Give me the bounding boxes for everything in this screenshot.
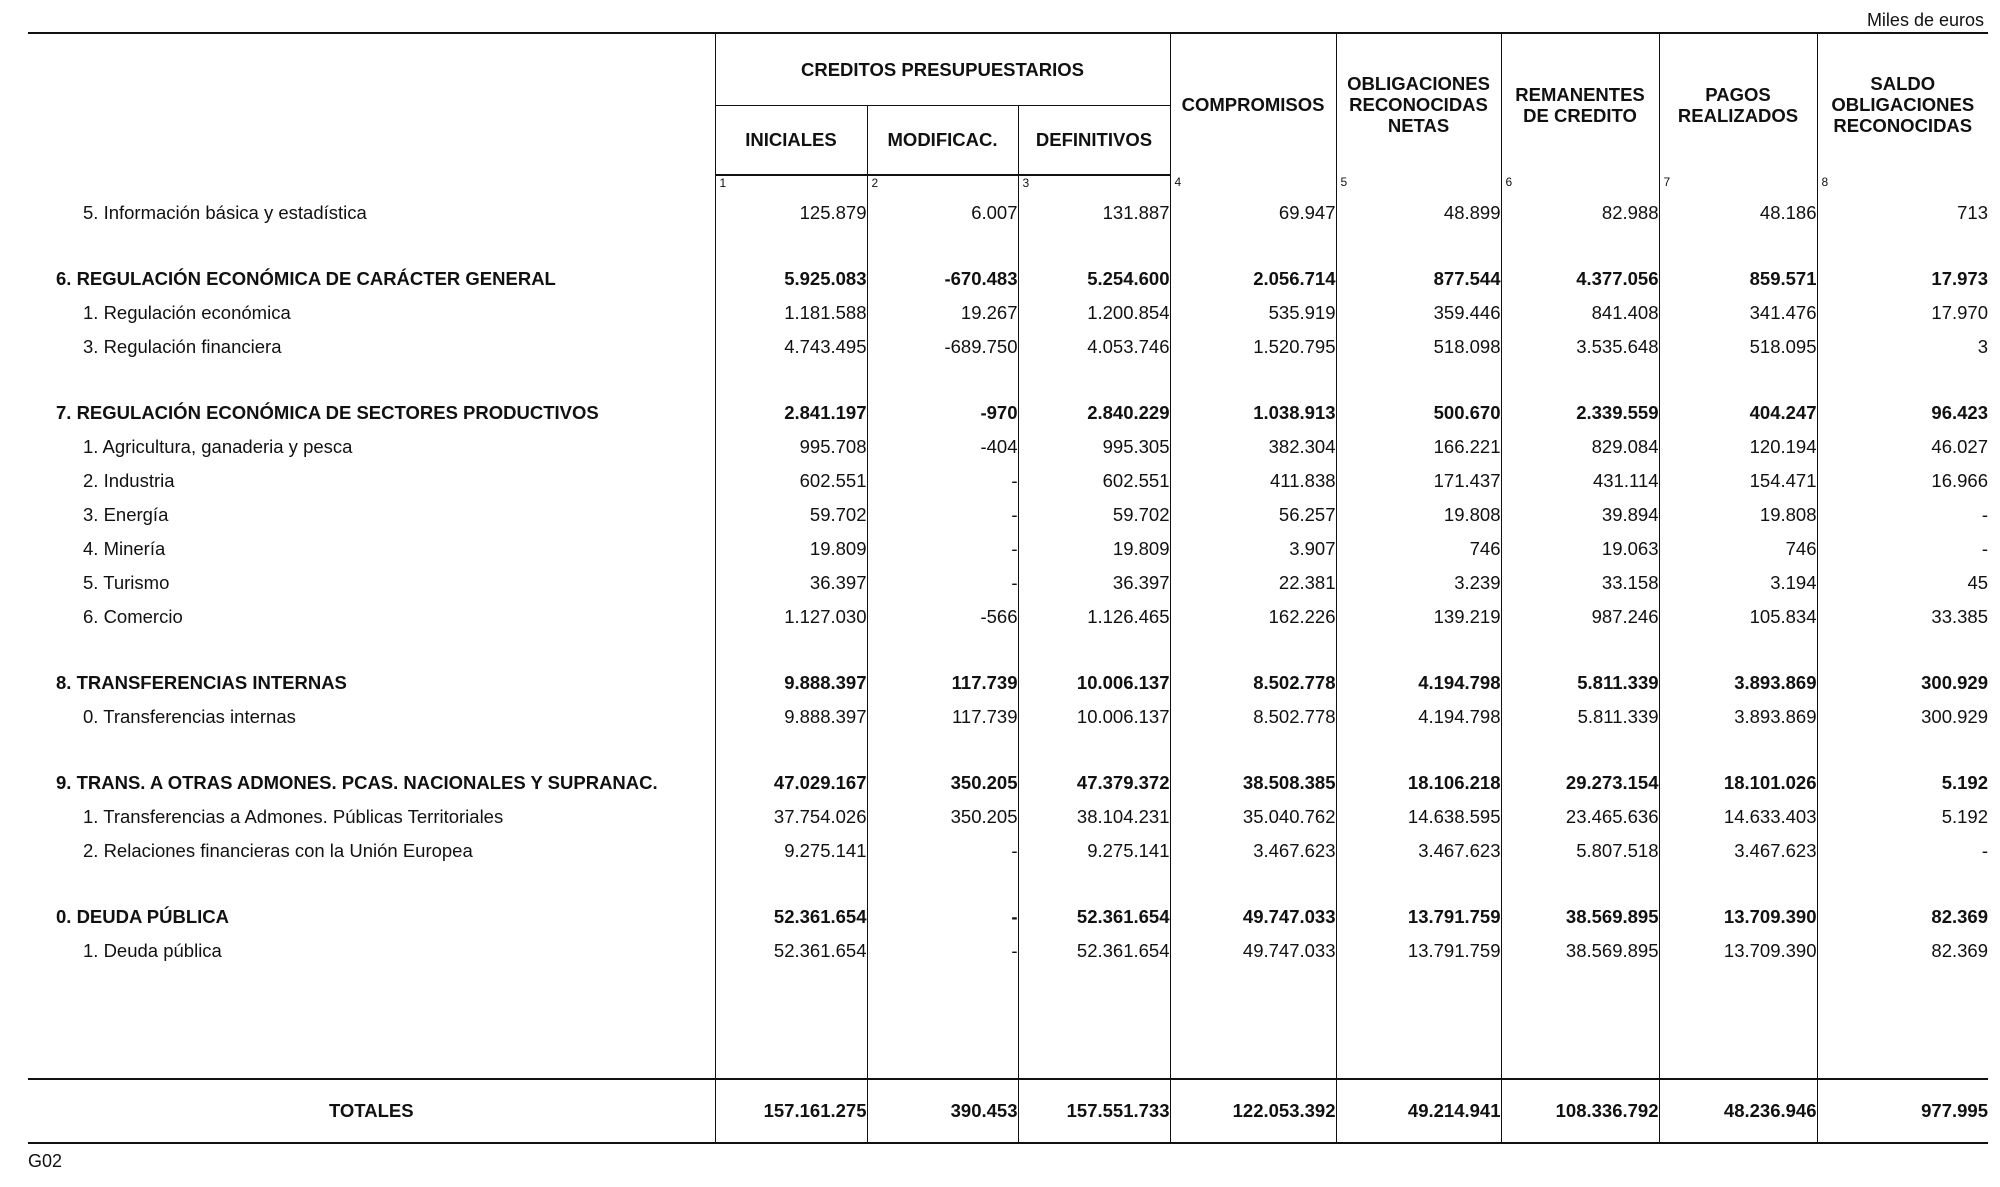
row-label: 6. REGULACIÓN ECONÓMICA DE CARÁCTER GENERAL — [56, 268, 556, 289]
value-cell: 713 — [1817, 196, 1988, 230]
value-cell: 411.838 — [1170, 464, 1336, 498]
section-row — [28, 666, 1988, 700]
value-cell: 746 — [1659, 532, 1817, 566]
value-cell: 14.633.403 — [1659, 800, 1817, 834]
value-cell: 117.739 — [867, 666, 1018, 700]
value-cell: 359.446 — [1336, 296, 1501, 330]
value-cell: 120.194 — [1659, 430, 1817, 464]
value-cell: 47.029.167 — [715, 766, 867, 800]
value-cell: 4.053.746 — [1018, 330, 1170, 364]
modificac-header: MODIFICAC. — [867, 105, 1018, 175]
value-cell: 48.186 — [1659, 196, 1817, 230]
value-cell: - — [867, 498, 1018, 532]
row-label: 8. TRANSFERENCIAS INTERNAS — [56, 672, 347, 693]
value-cell: 16.966 — [1817, 464, 1988, 498]
table-row — [28, 566, 1988, 600]
row-label: 1. Transferencias a Admones. Públicas Territoriales — [83, 806, 504, 827]
value-cell: - — [867, 934, 1018, 968]
value-cell: 52.361.654 — [715, 934, 867, 968]
value-cell: 9.888.397 — [715, 700, 867, 734]
row-label: 6. Comercio — [83, 606, 183, 627]
column-index: 7 — [1659, 175, 1817, 196]
value-cell: 3.467.623 — [1170, 834, 1336, 868]
value-cell: 171.437 — [1336, 464, 1501, 498]
value-cell: 52.361.654 — [1018, 900, 1170, 934]
row-label: 2. Relaciones financieras con la Unión Europea — [83, 840, 473, 861]
value-cell: 157.161.275 — [715, 1079, 867, 1143]
value-cell: 3.467.623 — [1336, 834, 1501, 868]
value-cell: 82.369 — [1817, 934, 1988, 968]
budget-table — [28, 32, 1988, 1144]
page-code: G02 — [28, 1151, 63, 1171]
units-note: Miles de euros — [1866, 10, 1984, 30]
value-cell: 13.791.759 — [1336, 934, 1501, 968]
value-cell: 341.476 — [1659, 296, 1817, 330]
value-cell: 38.508.385 — [1170, 766, 1336, 800]
value-cell: 829.084 — [1501, 430, 1659, 464]
column-index-row — [28, 175, 1988, 196]
row-label: 9. TRANS. A OTRAS ADMONES. PCAS. NACIONALES Y SUPRANAC. — [56, 772, 658, 793]
value-cell: 1.181.588 — [715, 296, 867, 330]
value-cell: 602.551 — [715, 464, 867, 498]
row-label: 1. Agricultura, ganaderia y pesca — [83, 436, 353, 457]
value-cell: - — [1817, 834, 1988, 868]
value-cell: 35.040.762 — [1170, 800, 1336, 834]
value-cell: 48.236.946 — [1659, 1079, 1817, 1143]
value-cell: 995.708 — [715, 430, 867, 464]
row-label: 2. Industria — [83, 470, 175, 491]
spacer-row — [28, 364, 1988, 396]
row-label: 3. Energía — [83, 504, 169, 525]
value-cell: 390.453 — [867, 1079, 1018, 1143]
value-cell: 300.929 — [1817, 700, 1988, 734]
value-cell: 162.226 — [1170, 600, 1336, 634]
value-cell: 535.919 — [1170, 296, 1336, 330]
section-row — [28, 900, 1988, 934]
value-cell: 19.809 — [1018, 532, 1170, 566]
totals-row — [28, 1079, 1988, 1143]
saldo-header: SALDO OBLIGACIONES RECONOCIDAS — [1817, 33, 1988, 175]
definitivos-header: DEFINITIVOS — [1018, 105, 1170, 175]
value-cell: 8.502.778 — [1170, 700, 1336, 734]
value-cell: 38.569.895 — [1501, 900, 1659, 934]
value-cell: 39.894 — [1501, 498, 1659, 532]
table-row — [28, 430, 1988, 464]
value-cell: 36.397 — [715, 566, 867, 600]
value-cell: 3.893.869 — [1659, 700, 1817, 734]
value-cell: 38.569.895 — [1501, 934, 1659, 968]
value-cell: 746 — [1336, 532, 1501, 566]
row-label: 0. Transferencias internas — [83, 706, 296, 727]
value-cell: 82.988 — [1501, 196, 1659, 230]
value-cell: 105.834 — [1659, 600, 1817, 634]
column-index: 3 — [1018, 175, 1170, 196]
section-row — [28, 396, 1988, 430]
value-cell: 10.006.137 — [1018, 700, 1170, 734]
value-cell: 37.754.026 — [715, 800, 867, 834]
value-cell: 17.970 — [1817, 296, 1988, 330]
table-row — [28, 330, 1988, 364]
table-row — [28, 834, 1988, 868]
row-label: 1. Deuda pública — [83, 940, 222, 961]
table-row — [28, 934, 1988, 968]
table-row — [28, 196, 1988, 230]
value-cell: 52.361.654 — [715, 900, 867, 934]
value-cell: 1.038.913 — [1170, 396, 1336, 430]
value-cell: 19.063 — [1501, 532, 1659, 566]
value-cell: 19.808 — [1659, 498, 1817, 532]
value-cell: 139.219 — [1336, 600, 1501, 634]
value-cell: 131.887 — [1018, 196, 1170, 230]
value-cell: 9.275.141 — [715, 834, 867, 868]
value-cell: 5.811.339 — [1501, 700, 1659, 734]
value-cell: 1.126.465 — [1018, 600, 1170, 634]
value-cell: 4.194.798 — [1336, 666, 1501, 700]
value-cell: 3.535.648 — [1501, 330, 1659, 364]
value-cell: -970 — [867, 396, 1018, 430]
value-cell: 49.747.033 — [1170, 934, 1336, 968]
value-cell: 45 — [1817, 566, 1988, 600]
value-cell: 10.006.137 — [1018, 666, 1170, 700]
value-cell: 350.205 — [867, 800, 1018, 834]
value-cell: -566 — [867, 600, 1018, 634]
value-cell: 3.239 — [1336, 566, 1501, 600]
value-cell: 19.808 — [1336, 498, 1501, 532]
value-cell: 48.899 — [1336, 196, 1501, 230]
value-cell: 52.361.654 — [1018, 934, 1170, 968]
row-label: 1. Regulación económica — [83, 302, 291, 323]
value-cell: 3 — [1817, 330, 1988, 364]
value-cell: 13.709.390 — [1659, 900, 1817, 934]
value-cell: 56.257 — [1170, 498, 1336, 532]
value-cell: 431.114 — [1501, 464, 1659, 498]
value-cell: 4.377.056 — [1501, 262, 1659, 296]
table-row — [28, 464, 1988, 498]
spacer-row — [28, 968, 1988, 1079]
value-cell: 1.200.854 — [1018, 296, 1170, 330]
value-cell: 5.807.518 — [1501, 834, 1659, 868]
spacer-row — [28, 868, 1988, 900]
value-cell: - — [867, 566, 1018, 600]
table-body — [28, 175, 1988, 1079]
value-cell: 995.305 — [1018, 430, 1170, 464]
label-header — [28, 33, 715, 175]
value-cell: 18.101.026 — [1659, 766, 1817, 800]
value-cell: 13.709.390 — [1659, 934, 1817, 968]
pagos-header: PAGOS REALIZADOS — [1659, 33, 1817, 175]
value-cell: - — [867, 464, 1018, 498]
table-row — [28, 532, 1988, 566]
column-index: 4 — [1170, 175, 1336, 196]
value-cell: 300.929 — [1817, 666, 1988, 700]
value-cell: 49.747.033 — [1170, 900, 1336, 934]
value-cell: -404 — [867, 430, 1018, 464]
spacer-row — [28, 634, 1988, 666]
column-index: 8 — [1817, 175, 1988, 196]
compromisos-header: COMPROMISOS — [1170, 33, 1336, 175]
table-row — [28, 296, 1988, 330]
row-label: 0. DEUDA PÚBLICA — [56, 906, 230, 927]
value-cell: 46.027 — [1817, 430, 1988, 464]
value-cell: 82.369 — [1817, 900, 1988, 934]
value-cell: - — [1817, 532, 1988, 566]
value-cell: 518.098 — [1336, 330, 1501, 364]
row-label: 3. Regulación financiera — [83, 336, 282, 357]
value-cell: 5.925.083 — [715, 262, 867, 296]
value-cell: 117.739 — [867, 700, 1018, 734]
value-cell: 166.221 — [1336, 430, 1501, 464]
value-cell: 59.702 — [1018, 498, 1170, 532]
value-cell: - — [867, 834, 1018, 868]
value-cell: 2.841.197 — [715, 396, 867, 430]
value-cell: 1.127.030 — [715, 600, 867, 634]
value-cell: 19.809 — [715, 532, 867, 566]
value-cell: 154.471 — [1659, 464, 1817, 498]
value-cell: 404.247 — [1659, 396, 1817, 430]
value-cell: 5.192 — [1817, 800, 1988, 834]
value-cell: 841.408 — [1501, 296, 1659, 330]
value-cell: 518.095 — [1659, 330, 1817, 364]
value-cell: 500.670 — [1336, 396, 1501, 430]
value-cell: 2.840.229 — [1018, 396, 1170, 430]
value-cell: - — [1817, 498, 1988, 532]
table-row — [28, 800, 1988, 834]
value-cell: 977.995 — [1817, 1079, 1988, 1143]
value-cell: - — [867, 532, 1018, 566]
value-cell: 4.194.798 — [1336, 700, 1501, 734]
value-cell: 19.267 — [867, 296, 1018, 330]
value-cell: 5.254.600 — [1018, 262, 1170, 296]
column-index: 6 — [1501, 175, 1659, 196]
value-cell: 108.336.792 — [1501, 1079, 1659, 1143]
value-cell: 5.811.339 — [1501, 666, 1659, 700]
value-cell: 5.192 — [1817, 766, 1988, 800]
column-index: 1 — [715, 175, 867, 196]
value-cell: 49.214.941 — [1336, 1079, 1501, 1143]
row-label: 7. REGULACIÓN ECONÓMICA DE SECTORES PRODUCTIVOS — [56, 402, 599, 423]
obligaciones-header: OBLIGACIONES RECONOCIDAS NETAS — [1336, 33, 1501, 175]
value-cell: 47.379.372 — [1018, 766, 1170, 800]
table-row — [28, 700, 1988, 734]
value-cell: 3.893.869 — [1659, 666, 1817, 700]
value-cell: 602.551 — [1018, 464, 1170, 498]
value-cell: -689.750 — [867, 330, 1018, 364]
value-cell: 3.467.623 — [1659, 834, 1817, 868]
section-row — [28, 766, 1988, 800]
value-cell: 3.907 — [1170, 532, 1336, 566]
row-label: 5. Información básica y estadística — [83, 202, 367, 223]
value-cell: 157.551.733 — [1018, 1079, 1170, 1143]
spacer-row — [28, 230, 1988, 262]
row-label: 5. Turismo — [83, 572, 170, 593]
value-cell: 69.947 — [1170, 196, 1336, 230]
value-cell: 59.702 — [715, 498, 867, 532]
value-cell: 36.397 — [1018, 566, 1170, 600]
iniciales-header: INICIALES — [715, 105, 867, 175]
value-cell: 9.888.397 — [715, 666, 867, 700]
value-cell: 859.571 — [1659, 262, 1817, 296]
row-label: 4. Minería — [83, 538, 166, 559]
column-index: 2 — [867, 175, 1018, 196]
value-cell: 2.339.559 — [1501, 396, 1659, 430]
creditos-group-header: CREDITOS PRESUPUESTARIOS — [715, 33, 1170, 105]
table-row — [28, 600, 1988, 634]
section-row — [28, 262, 1988, 296]
value-cell: 96.423 — [1817, 396, 1988, 430]
table-row — [28, 498, 1988, 532]
value-cell: 23.465.636 — [1501, 800, 1659, 834]
value-cell: 382.304 — [1170, 430, 1336, 464]
value-cell: 38.104.231 — [1018, 800, 1170, 834]
row-label: TOTALES — [28, 1079, 715, 1143]
value-cell: 3.194 — [1659, 566, 1817, 600]
value-cell: 350.205 — [867, 766, 1018, 800]
value-cell: 8.502.778 — [1170, 666, 1336, 700]
value-cell: 2.056.714 — [1170, 262, 1336, 296]
remanentes-header: REMANENTES DE CREDITO — [1501, 33, 1659, 175]
value-cell: 29.273.154 — [1501, 766, 1659, 800]
value-cell: 1.520.795 — [1170, 330, 1336, 364]
value-cell: 14.638.595 — [1336, 800, 1501, 834]
value-cell: 13.791.759 — [1336, 900, 1501, 934]
value-cell: 22.381 — [1170, 566, 1336, 600]
value-cell: 122.053.392 — [1170, 1079, 1336, 1143]
value-cell: 877.544 — [1336, 262, 1501, 296]
spacer-row — [28, 734, 1988, 766]
value-cell: 17.973 — [1817, 262, 1988, 296]
value-cell: 125.879 — [715, 196, 867, 230]
value-cell: 33.385 — [1817, 600, 1988, 634]
value-cell: 9.275.141 — [1018, 834, 1170, 868]
value-cell: -670.483 — [867, 262, 1018, 296]
column-index: 5 — [1336, 175, 1501, 196]
value-cell: 987.246 — [1501, 600, 1659, 634]
value-cell: - — [867, 900, 1018, 934]
value-cell: 4.743.495 — [715, 330, 867, 364]
value-cell: 6.007 — [867, 196, 1018, 230]
value-cell: 18.106.218 — [1336, 766, 1501, 800]
value-cell: 33.158 — [1501, 566, 1659, 600]
